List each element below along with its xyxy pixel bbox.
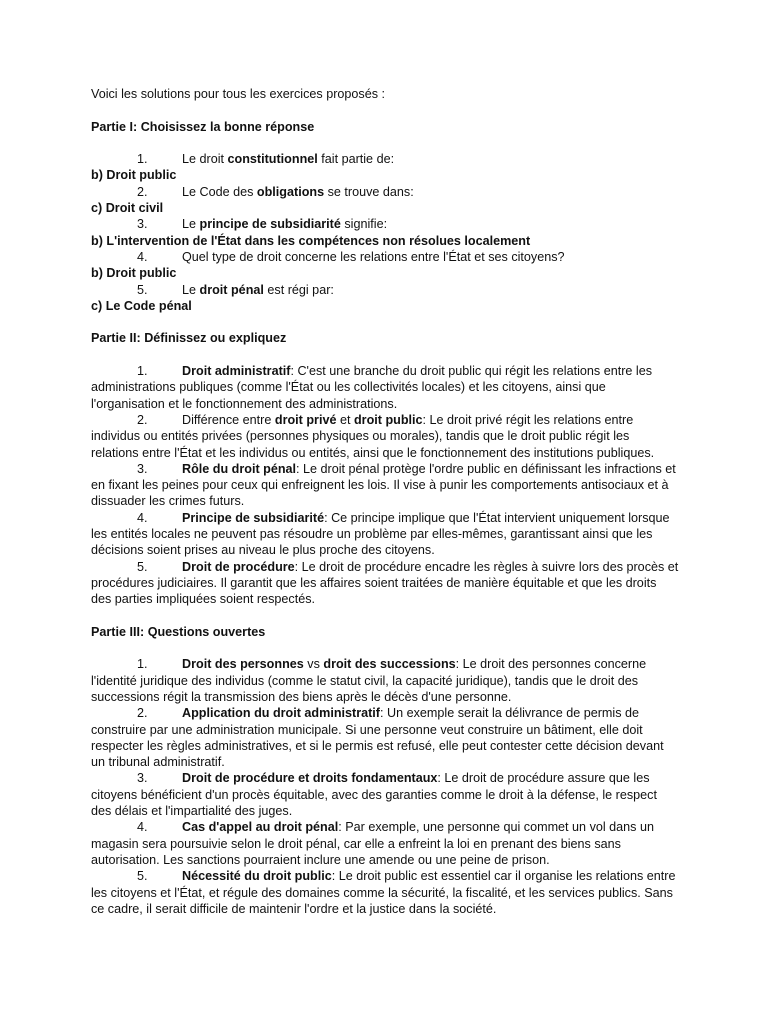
mcq-item <box>91 249 679 282</box>
definition-item: 5. Droit de procédure: Le droit de procédure encadre les règles à suivre lors des procès et procédures judiciaires. Il garantit que les affaires soient traitées de manière équitable et que les droits des parties impliquées soient respectés. <box>91 559 679 607</box>
open-question-item: 3. Droit de procédure et droits fondamentaux: Le droit de procédure assure que les citoyens bénéficient d'un procès équitable, avec des garanties comme le droit à la défense, le respect des délais et l'impartialité des juges. <box>91 771 657 819</box>
section-title-part2: Partie II: Définissez ou expliquez <box>91 331 287 346</box>
mcq-item <box>91 184 679 217</box>
mcq-question: 5. Le droit pénal est régi par: <box>137 282 334 297</box>
definition-item: 3. Rôle du droit pénal: Le droit pénal protège l'ordre public en définissant les infractions et en fixant les peines pour ceux qui enfreignent les lois. Il vise à punir les comportements antisociaux et à dissuader les crimes futurs. <box>91 461 676 509</box>
mcq-question: 2. Le Code des obligations se trouve dans: <box>137 184 414 199</box>
mcq-answer: b) L'intervention de l'État dans les compétences non résolues localement <box>91 233 531 248</box>
mcq-question: 3. Le principe de subsidiarité signifie: <box>137 217 388 232</box>
section-title-part3: Partie III: Questions ouvertes <box>91 624 266 639</box>
intro-text: Voici les solutions pour tous les exercices proposés : <box>91 87 386 101</box>
open-question-item: 1. Droit des personnes vs droit des successions: Le droit des personnes concerne l'identité juridique des individus (comme le statut civil, la capacité juridique), tandis que le droit des successions régit la transmission des biens après le décès d'une personne. <box>91 657 647 704</box>
mcq-answer: c) Le Code pénal <box>91 298 192 313</box>
definition-item: 2. Différence entre droit privé et droit public: Le droit privé régit les relations entre individus ou entités privées (personnes physiques ou morales), tandis que le droit public régit les relations entre l'État et les individus ou entités, ainsi que le fonctionnement des institutions publiques. <box>91 412 655 460</box>
mcq-item <box>91 151 679 184</box>
mcq-question: 1. Le droit constitutionnel fait partie de: <box>137 152 395 167</box>
mcq-answer: b) Droit public <box>91 168 177 183</box>
definition-item: 1. Droit administratif: C'est une branche du droit public qui régit les relations entre les administrations publiques (comme l'État ou les collectivités locales) et les citoyens, ainsi que l'organisation et le fonctionnement des administrations. <box>91 364 652 411</box>
mcq-question: 4. Quel type de droit concerne les relations entre l'État et ses citoyens? <box>137 249 565 264</box>
section-title-part1: Partie I: Choisissez la bonne réponse <box>91 119 315 134</box>
open-question-item: 4. Cas d'appel au droit pénal: Par exemple, une personne qui commet un vol dans un magasin sera poursuivie selon le droit pénal, car elle a enfreint la loi en prenant des biens sans autorisation. Les sanctions pourraient inclure une amende ou une peine de prison. <box>91 820 654 867</box>
open-question-item: 5. Nécessité du droit public: Le droit public est essentiel car il organise les relations entre les citoyens et l'État, et régule des domaines comme la sécurité, la fiscalité, et les services publics. Sans ce cadre, il serait difficile de maintenir l'ordre et la justice dans la société. <box>91 869 676 916</box>
mcq-answer: b) Droit public <box>91 266 177 281</box>
mcq-item <box>91 216 679 249</box>
mcq-item <box>91 282 679 315</box>
document-body <box>91 86 679 917</box>
mcq-answer: c) Droit civil <box>91 201 164 216</box>
open-question-item: 2. Application du droit administratif: Un exemple serait la délivrance de permis de construire par une administration municipale. Si une personne veut construire un bâtiment, elle doit respecter les règles administratives, et si le permis est refusé, elle peut contester cette décision devant un tribunal administratif. <box>91 706 664 770</box>
definition-item: 4. Principe de subsidiarité: Ce principe implique que l'État intervient uniquement lorsque les entités locales ne peuvent pas résoudre un problème par elles-mêmes, garantissant ainsi que les décisions soient prises au niveau le plus proche des citoyens. <box>91 510 670 558</box>
